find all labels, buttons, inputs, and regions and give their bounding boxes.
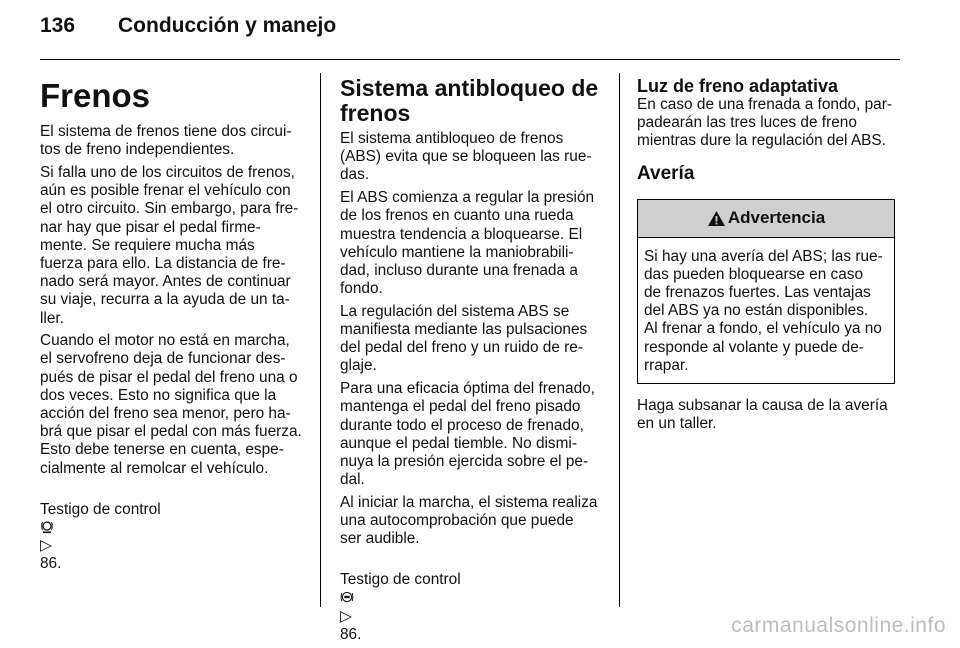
heading-abs: Sistema antibloqueo de frenos — [340, 75, 599, 126]
warning-triangle-icon — [707, 210, 726, 227]
control-reference — [340, 553, 608, 644]
control-reference — [40, 482, 310, 573]
column-abs — [340, 76, 608, 648]
abs-warning-icon — [340, 590, 354, 604]
section-title: Conducción y manejo — [118, 14, 337, 37]
column-divider-2 — [619, 73, 620, 607]
page-number: 136 — [40, 14, 76, 37]
heading-averia: Avería — [637, 162, 695, 184]
warning-box — [637, 199, 895, 384]
page-reference-link[interactable]: 86. — [340, 625, 362, 643]
column-frenos — [40, 76, 310, 578]
header-rule — [40, 59, 900, 60]
paragraph: La regulación del sistema ABS se manifiesta mediante las pulsaciones del pedal del freno y un ruido de re- glaje. — [340, 302, 588, 375]
warning-title: Advertencia — [727, 208, 826, 227]
column-luz-freno — [637, 76, 902, 438]
paragraph: El sistema de frenos tiene dos circui- tos de freno independientes. — [40, 123, 292, 159]
paragraph: Cuando el motor no está en marcha, el servofreno deja de funcionar des- pués de pisar el pedal del freno una o dos veces. Esto no significa que la acción del freno sea menor, pero ha- brá que pisar el pedal con más fuerza. Esto debe tenerse en cuenta, espe- cialmente al remolcar el vehículo. — [40, 332, 302, 477]
column-divider-1 — [320, 73, 321, 607]
paragraph: El sistema antibloqueo de frenos (ABS) evita que se bloqueen las rue- das. — [340, 130, 592, 184]
paragraph: Para una eficacia óptima del frenado, mantenga el pedal del freno pisado durante todo el proceso de frenado, aunque el pedal tiemble. No dismi- nuya la presión ejercida sobre el pe- dal. — [340, 380, 595, 489]
paragraph: Haga subsanar la causa de la avería en un taller. — [637, 397, 888, 433]
paragraph: En caso de una frenada a fondo, par- padearán las tres luces de freno mientras dure la regulación del ABS. — [637, 96, 892, 150]
control-text: Testigo de control — [40, 500, 161, 518]
brake-warning-icon — [40, 520, 54, 534]
warning-header — [638, 200, 894, 238]
warning-text: Si hay una avería del ABS; las rue- das pueden bloquearse en caso de frenazos fuertes. Las ventajas del ABS ya no están disponibles. Al frenar a fondo, el vehículo ya no responde al volante y puede de- rrapar. — [644, 247, 883, 374]
cross-reference-icon: ▷ — [40, 536, 52, 554]
paragraph: El ABS comienza a regular la presión de los frenos en cuanto una rueda muestra tendencia a bloquearse. El vehículo mantiene la maniobrabili- dad, incluso durante una frenada a fondo. — [340, 189, 595, 298]
footer-watermark: carmanualsonline.info — [731, 614, 946, 637]
heading-luz-freno: Luz de freno adaptativa — [637, 76, 839, 96]
cross-reference-icon: ▷ — [340, 607, 352, 625]
paragraph: Si falla uno de los circuitos de frenos, aún es posible frenar el vehículo con el otro circuito. Sin embargo, para fre- nar hay que pisar el pedal firme- mente. Se requiere mucha más fuerza para ello. La distancia de fre- nado será mayor. Antes de continuar su viaje, recurra a la ayuda de un ta- ller. — [40, 163, 299, 327]
paragraph: Al iniciar la marcha, el sistema realiza una autocomprobación que puede ser audible. — [340, 493, 598, 548]
control-text: Testigo de control — [340, 571, 461, 589]
page-reference-link[interactable]: 86. — [40, 555, 62, 573]
heading-frenos: Frenos — [40, 77, 151, 114]
